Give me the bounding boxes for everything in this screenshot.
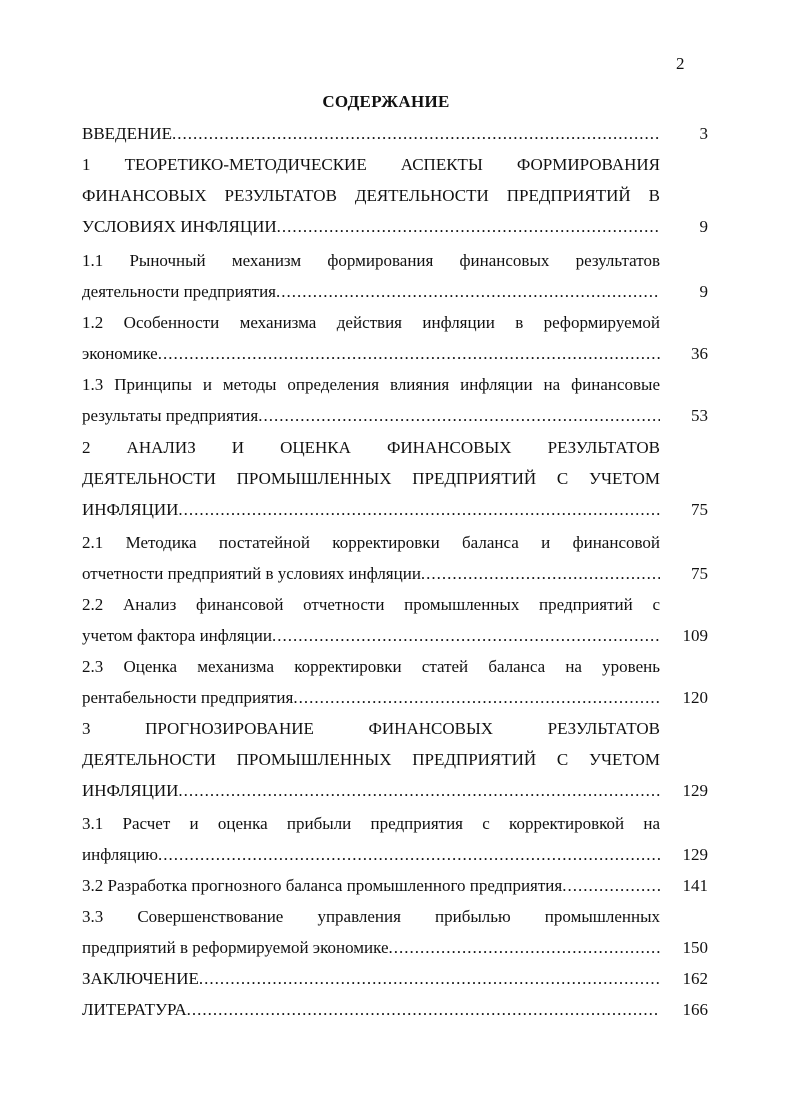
toc-leader-dots (187, 998, 660, 1022)
toc-entry-page: 166 (682, 1000, 708, 1019)
toc-leader-dots (178, 498, 660, 522)
toc-entry-line: ДЕЯТЕЛЬНОСТИ ПРОМЫШЛЕННЫХ ПРЕДПРИЯТИЙ С УЧЕТОМ (82, 469, 660, 488)
toc-entry-line: отчетности предприятий в условиях инфляции ..... (82, 562, 660, 586)
toc-entry-line: результаты предприятия ..... (82, 404, 660, 428)
toc-entry-line: рентабельности предприятия ..... (82, 686, 660, 710)
toc-entry-line: 3.2 Разработка прогнозного баланса промышленного предприятия ..... (82, 874, 660, 898)
toc-entry-page: 75 (691, 500, 708, 519)
toc-entry-line: УСЛОВИЯХ ИНФЛЯЦИИ ..... (82, 215, 660, 239)
toc-entry-page: 53 (691, 406, 708, 425)
toc-entry-page: 75 (691, 564, 708, 583)
toc-leader-dots (178, 779, 660, 803)
toc-entry-line: ИНФЛЯЦИИ ..... (82, 498, 660, 522)
toc-entry-line: ИНФЛЯЦИИ ..... (82, 779, 660, 803)
toc-entry-line: инфляцию ..... (82, 843, 660, 867)
toc-leader-dots (293, 686, 660, 710)
toc-entry-line: деятельности предприятия ..... (82, 280, 660, 304)
toc-entry-line: 1.1 Рыночный механизм формирования финансовых результатов (82, 251, 660, 270)
toc-entry-line: 1.2 Особенности механизма действия инфляции в реформируемой (82, 313, 660, 332)
toc-leader-dots (158, 342, 660, 366)
toc-leader-dots (277, 215, 660, 239)
toc-leader-dots (421, 562, 660, 586)
toc-entry-line: ЗАКЛЮЧЕНИЕ ..... (82, 967, 660, 991)
toc-entry-page: 141 (682, 876, 708, 895)
toc-entry-line: 3.3 Совершенствование управления прибылью промышленных (82, 907, 660, 926)
toc-entry-line: ДЕЯТЕЛЬНОСТИ ПРОМЫШЛЕННЫХ ПРЕДПРИЯТИЙ С УЧЕТОМ (82, 750, 660, 769)
toc-leader-dots (258, 404, 660, 428)
toc-entry-page: 9 (699, 217, 708, 236)
toc-entry-line: ФИНАНСОВЫХ РЕЗУЛЬТАТОВ ДЕЯТЕЛЬНОСТИ ПРЕДПРИЯТИЙ В (82, 186, 660, 205)
toc-leader-dots (158, 843, 660, 867)
toc-entry-line: 2.1 Методика постатейной корректировки баланса и финансовой (82, 533, 660, 552)
toc-leader-dots (276, 280, 660, 304)
toc-entry-page: 36 (691, 344, 708, 363)
toc-leader-dots (562, 874, 660, 898)
toc-entry-line: 3.1 Расчет и оценка прибыли предприятия с корректировкой на (82, 814, 660, 833)
toc-leader-dots (199, 967, 660, 991)
toc-entry-line: 2 АНАЛИЗ И ОЦЕНКА ФИНАНСОВЫХ РЕЗУЛЬТАТОВ (82, 438, 660, 457)
toc-entry-line: 1 ТЕОРЕТИКО-МЕТОДИЧЕСКИЕ АСПЕКТЫ ФОРМИРОВАНИЯ (82, 155, 660, 174)
toc-leader-dots (172, 122, 660, 146)
toc-entry-page: 162 (682, 969, 708, 988)
toc-entry-page: 3 (699, 124, 708, 143)
toc-entry-line: ВВЕДЕНИЕ ..... (82, 122, 660, 146)
page-number: 2 (676, 54, 685, 73)
toc-entry-line: 2.2 Анализ финансовой отчетности промышленных предприятий с (82, 595, 660, 614)
toc-entry-page: 150 (682, 938, 708, 957)
toc-leader-dots (272, 624, 660, 648)
toc-entry-line: предприятий в реформируемой экономике ..... (82, 936, 660, 960)
toc-leader-dots (389, 936, 660, 960)
toc-entry-line: ЛИТЕРАТУРА ..... (82, 998, 660, 1022)
toc-entry-line: 1.3 Принципы и методы определения влияния инфляции на финансовые (82, 375, 660, 394)
toc-entry-line: экономике ..... (82, 342, 660, 366)
toc-entry-page: 9 (699, 282, 708, 301)
toc-entry-page: 129 (682, 781, 708, 800)
toc-entry-line: 3 ПРОГНОЗИРОВАНИЕ ФИНАНСОВЫХ РЕЗУЛЬТАТОВ (82, 719, 660, 738)
toc-entry-line: учетом фактора инфляции ..... (82, 624, 660, 648)
toc-entry-line: 2.3 Оценка механизма корректировки статей баланса на уровень (82, 657, 660, 676)
toc-entry-page: 120 (682, 688, 708, 707)
page-title: СОДЕРЖАНИЕ (322, 92, 450, 111)
toc-entry-page: 129 (682, 845, 708, 864)
toc-entry-page: 109 (682, 626, 708, 645)
